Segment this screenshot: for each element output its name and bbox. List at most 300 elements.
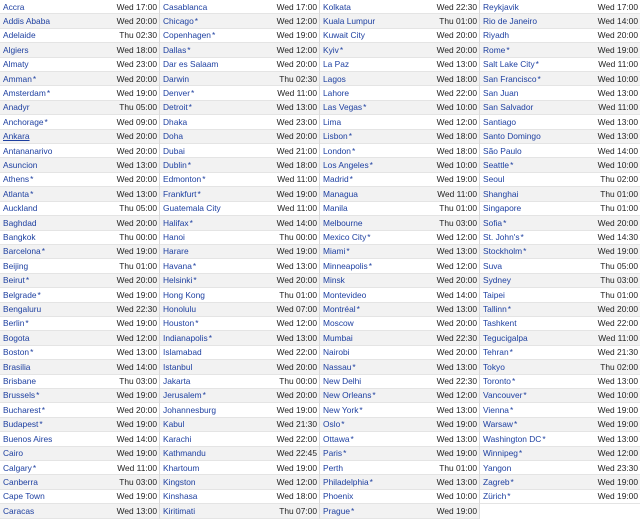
- local-time: Wed 13:00: [116, 347, 157, 358]
- city-link[interactable]: [483, 187, 600, 201]
- city-name: Karachi: [163, 433, 192, 444]
- city-row: [0, 101, 159, 115]
- city-link[interactable]: [3, 360, 117, 374]
- local-time: Wed 12:00: [597, 448, 638, 459]
- city-row: [160, 259, 319, 273]
- city-name: Mexico City: [323, 232, 367, 242]
- city-link[interactable]: [483, 72, 598, 86]
- dst-marker: *: [509, 347, 513, 358]
- city-link[interactable]: [163, 446, 277, 460]
- city-row: [320, 0, 479, 14]
- city-link[interactable]: [483, 259, 600, 273]
- city-link[interactable]: [323, 57, 437, 71]
- city-link[interactable]: [483, 144, 598, 158]
- city-link[interactable]: [323, 288, 437, 302]
- city-link[interactable]: [3, 316, 117, 330]
- city-link[interactable]: [163, 129, 277, 143]
- city-link[interactable]: [323, 489, 437, 503]
- city-link[interactable]: [483, 43, 598, 57]
- city-column-4: [480, 0, 640, 519]
- city-row: [320, 173, 479, 187]
- city-link[interactable]: [3, 129, 117, 143]
- dst-marker: *: [193, 275, 197, 286]
- city-name: Kuala Lumpur: [323, 15, 376, 26]
- city-link[interactable]: [483, 489, 598, 503]
- dst-marker: *: [351, 505, 355, 516]
- local-time: Wed 22:30: [436, 332, 477, 343]
- city-link[interactable]: [3, 187, 117, 201]
- city-row: [160, 317, 319, 331]
- dst-marker: *: [32, 462, 37, 473]
- city-link[interactable]: [163, 28, 277, 42]
- city-row: [320, 29, 479, 43]
- city-link[interactable]: [3, 461, 117, 475]
- local-time: Wed 20:00: [597, 217, 638, 228]
- city-row: [480, 43, 640, 57]
- city-link[interactable]: [483, 302, 598, 316]
- city-link[interactable]: [323, 475, 437, 489]
- city-row: [160, 475, 319, 489]
- city-name: Kathmandu: [163, 448, 206, 459]
- city-row: [160, 216, 319, 230]
- city-link[interactable]: [323, 230, 437, 244]
- city-link[interactable]: [323, 345, 437, 359]
- city-link[interactable]: [483, 158, 598, 172]
- city-link[interactable]: [163, 345, 277, 359]
- city-link[interactable]: [323, 172, 437, 186]
- local-time: Wed 19:00: [276, 404, 317, 415]
- city-name: Nairobi: [323, 347, 350, 358]
- dst-marker: *: [349, 174, 353, 185]
- city-name: Dubai: [163, 145, 185, 156]
- city-link[interactable]: [163, 331, 277, 345]
- local-time: Thu 02:00: [600, 361, 638, 372]
- local-time: Wed 18:00: [116, 44, 157, 55]
- city-link[interactable]: [3, 230, 119, 244]
- city-name: Nassau: [323, 361, 352, 372]
- city-link[interactable]: [3, 489, 117, 503]
- city-link[interactable]: [323, 216, 439, 230]
- city-link[interactable]: [483, 374, 598, 388]
- city-link[interactable]: [483, 216, 598, 230]
- city-row: [0, 360, 159, 374]
- city-link[interactable]: [3, 259, 119, 273]
- city-link[interactable]: [323, 43, 437, 57]
- city-link[interactable]: [163, 504, 279, 518]
- city-row: [160, 58, 319, 72]
- city-name: Atlanta: [3, 188, 30, 199]
- city-name: Budapest: [3, 419, 39, 430]
- city-link[interactable]: [163, 388, 277, 402]
- city-name: Ankara: [3, 131, 30, 142]
- city-link[interactable]: [3, 86, 117, 100]
- city-link[interactable]: [323, 144, 437, 158]
- city-link[interactable]: [323, 432, 437, 446]
- city-link[interactable]: [323, 129, 437, 143]
- city-row: [160, 14, 319, 28]
- city-name: Montevideo: [323, 289, 367, 300]
- city-link[interactable]: [323, 158, 437, 172]
- city-link[interactable]: [323, 360, 437, 374]
- city-link[interactable]: [163, 302, 277, 316]
- city-link[interactable]: [3, 72, 117, 86]
- city-name: Johannesburg: [163, 404, 217, 415]
- city-name: Houston: [163, 318, 195, 329]
- city-link[interactable]: [323, 388, 437, 402]
- city-name: Las Vegas: [323, 102, 363, 113]
- city-link[interactable]: [323, 446, 437, 460]
- city-link[interactable]: [323, 331, 437, 345]
- dst-marker: *: [32, 73, 37, 84]
- dst-marker: *: [44, 116, 48, 127]
- city-row: [480, 403, 640, 417]
- city-link[interactable]: [3, 288, 117, 302]
- local-time: Wed 23:00: [116, 59, 157, 70]
- local-time: Wed 13:00: [597, 131, 638, 142]
- local-time: Thu 01:00: [439, 462, 477, 473]
- city-name: São Paulo: [483, 145, 522, 156]
- city-link[interactable]: [163, 316, 277, 330]
- city-link[interactable]: [323, 86, 437, 100]
- local-time: Thu 02:30: [119, 30, 157, 41]
- city-link[interactable]: [323, 28, 437, 42]
- city-link[interactable]: [3, 504, 117, 518]
- local-time: Wed 13:00: [276, 332, 317, 343]
- city-name: Bengaluru: [3, 304, 42, 315]
- city-link[interactable]: [3, 302, 117, 316]
- city-row: [480, 418, 640, 432]
- city-row: [160, 72, 319, 86]
- city-row: [0, 346, 159, 360]
- city-row: [0, 202, 159, 216]
- city-link[interactable]: [483, 28, 598, 42]
- city-link[interactable]: [163, 259, 277, 273]
- city-name: Indianapolis: [163, 332, 208, 343]
- city-row: [0, 72, 159, 86]
- city-link[interactable]: [3, 244, 117, 258]
- city-link[interactable]: [483, 388, 598, 402]
- city-name: Amman: [3, 73, 32, 84]
- city-link[interactable]: [163, 100, 277, 114]
- city-link[interactable]: [483, 172, 600, 186]
- city-link[interactable]: [483, 288, 600, 302]
- dst-marker: *: [188, 102, 192, 113]
- city-link[interactable]: [163, 144, 277, 158]
- local-time: Wed 12:00: [276, 476, 317, 487]
- city-name: Yangon: [483, 462, 512, 473]
- local-time: Wed 10:00: [597, 73, 638, 84]
- city-link[interactable]: [323, 504, 437, 518]
- local-time: Wed 13:00: [436, 361, 477, 372]
- city-link[interactable]: [323, 201, 439, 215]
- dst-marker: *: [507, 491, 511, 502]
- city-link[interactable]: [163, 201, 277, 215]
- city-row: [0, 86, 159, 100]
- city-row: [0, 58, 159, 72]
- city-link[interactable]: [163, 0, 277, 14]
- city-link[interactable]: [163, 432, 277, 446]
- city-link[interactable]: [323, 72, 437, 86]
- city-link[interactable]: [3, 43, 117, 57]
- city-name: Auckland: [3, 203, 38, 214]
- city-link[interactable]: [323, 187, 437, 201]
- city-link[interactable]: [3, 172, 117, 186]
- city-link[interactable]: [163, 273, 277, 287]
- city-link[interactable]: [323, 244, 437, 258]
- city-link[interactable]: [163, 475, 277, 489]
- city-row: [160, 0, 319, 14]
- city-link[interactable]: [163, 489, 277, 503]
- city-name: Sydney: [483, 275, 511, 286]
- dst-marker: *: [506, 44, 510, 55]
- city-link[interactable]: [483, 86, 598, 100]
- city-link[interactable]: [3, 57, 117, 71]
- city-link[interactable]: [323, 374, 437, 388]
- city-name: Doha: [163, 131, 184, 142]
- city-link[interactable]: [323, 461, 439, 475]
- city-link[interactable]: [483, 201, 600, 215]
- city-link[interactable]: [483, 14, 598, 28]
- city-link[interactable]: [163, 72, 279, 86]
- local-time: Wed 22:30: [436, 1, 477, 12]
- city-link[interactable]: [323, 100, 437, 114]
- city-link[interactable]: [483, 0, 598, 14]
- local-time: Wed 22:00: [276, 347, 317, 358]
- city-link[interactable]: [163, 461, 277, 475]
- dst-marker: *: [195, 318, 199, 329]
- city-link[interactable]: [3, 446, 117, 460]
- city-row: [480, 202, 640, 216]
- city-name: Casablanca: [163, 1, 208, 12]
- city-row: [160, 461, 319, 475]
- city-link[interactable]: [483, 403, 598, 417]
- local-time: Wed 20:00: [436, 30, 477, 41]
- city-link[interactable]: [483, 417, 598, 431]
- city-link[interactable]: [163, 158, 277, 172]
- city-link[interactable]: [163, 172, 277, 186]
- city-link[interactable]: [483, 115, 598, 129]
- city-row: [320, 360, 479, 374]
- city-row: [480, 288, 640, 302]
- city-link[interactable]: [323, 0, 437, 14]
- city-link[interactable]: [323, 316, 437, 330]
- local-time: Wed 14:00: [276, 217, 317, 228]
- city-link[interactable]: [3, 345, 117, 359]
- local-time: Wed 12:00: [116, 332, 157, 343]
- city-row: [160, 245, 319, 259]
- dst-marker: *: [350, 433, 354, 444]
- city-row: [0, 375, 159, 389]
- city-name: Dallas: [163, 44, 187, 55]
- city-link[interactable]: [483, 316, 598, 330]
- local-time: Wed 19:00: [597, 404, 638, 415]
- local-time: Wed 20:00: [116, 404, 157, 415]
- local-time: Wed 10:00: [436, 159, 477, 170]
- city-link[interactable]: [163, 86, 277, 100]
- city-name: Melbourne: [323, 217, 363, 228]
- city-name: Zürich: [483, 491, 507, 502]
- city-link[interactable]: [3, 374, 119, 388]
- city-link[interactable]: [483, 475, 598, 489]
- city-row: [160, 86, 319, 100]
- city-name: Bangkok: [3, 232, 36, 242]
- local-time: Wed 13:00: [116, 159, 157, 170]
- city-link[interactable]: [483, 360, 600, 374]
- local-time: Wed 13:00: [116, 505, 157, 516]
- city-link[interactable]: [163, 230, 279, 244]
- city-link[interactable]: [483, 100, 598, 114]
- city-link[interactable]: [483, 432, 598, 446]
- city-link[interactable]: [3, 216, 117, 230]
- city-name: San Salvador: [483, 102, 534, 113]
- city-link[interactable]: [163, 43, 277, 57]
- city-name: Bogota: [3, 332, 30, 343]
- dst-marker: *: [348, 131, 352, 142]
- dst-marker: *: [535, 59, 539, 70]
- city-row: [480, 158, 640, 172]
- local-time: Wed 12:00: [436, 232, 477, 242]
- local-time: Wed 20:00: [116, 145, 157, 156]
- city-row: [320, 101, 479, 115]
- city-link[interactable]: [3, 158, 117, 172]
- local-time: Wed 19:00: [116, 87, 157, 98]
- local-time: Wed 22:00: [436, 87, 477, 98]
- city-row: [160, 130, 319, 144]
- city-link[interactable]: [3, 201, 119, 215]
- city-link[interactable]: [3, 100, 119, 114]
- city-link[interactable]: [323, 302, 437, 316]
- city-row: [160, 389, 319, 403]
- city-link[interactable]: [3, 475, 119, 489]
- dst-marker: *: [46, 87, 51, 98]
- city-link[interactable]: [483, 345, 598, 359]
- local-time: Wed 19:00: [436, 505, 477, 516]
- city-name: Kabul: [163, 419, 185, 430]
- dst-marker: *: [187, 159, 192, 170]
- city-link[interactable]: [163, 374, 279, 388]
- city-name: Hanoi: [163, 232, 185, 242]
- city-link[interactable]: [163, 288, 279, 302]
- city-name: Santiago: [483, 116, 517, 127]
- city-link[interactable]: [3, 331, 117, 345]
- city-link[interactable]: [323, 14, 439, 28]
- city-link[interactable]: [163, 115, 277, 129]
- city-link[interactable]: [163, 14, 277, 28]
- local-time: Wed 12:00: [276, 15, 317, 26]
- city-link[interactable]: [3, 14, 117, 28]
- city-link[interactable]: [323, 259, 437, 273]
- local-time: Thu 05:00: [119, 203, 157, 214]
- city-name: Kyiv: [323, 44, 339, 55]
- local-time: Wed 19:00: [597, 476, 638, 487]
- city-row: [160, 274, 319, 288]
- city-name: La Paz: [323, 59, 350, 70]
- city-link[interactable]: [163, 417, 277, 431]
- city-row: [480, 461, 640, 475]
- dst-marker: *: [30, 347, 34, 358]
- local-time: Wed 14:00: [597, 15, 638, 26]
- city-name: New Delhi: [323, 376, 362, 387]
- local-time: Wed 19:00: [116, 448, 157, 459]
- city-link[interactable]: [163, 403, 277, 417]
- city-row: [320, 202, 479, 216]
- city-name: Jerusalem: [163, 390, 202, 401]
- city-link[interactable]: [323, 403, 437, 417]
- city-link[interactable]: [483, 230, 598, 244]
- city-link[interactable]: [483, 331, 598, 345]
- city-link[interactable]: [483, 461, 598, 475]
- city-name: Phoenix: [323, 491, 354, 502]
- city-link[interactable]: [3, 388, 117, 402]
- local-time: Wed 13:00: [436, 433, 477, 444]
- city-row: [160, 331, 319, 345]
- city-name: New Orleans: [323, 390, 372, 401]
- city-name: Baghdad: [3, 217, 37, 228]
- city-link[interactable]: [483, 244, 598, 258]
- city-link[interactable]: [163, 244, 277, 258]
- local-time: Wed 09:00: [116, 116, 157, 127]
- city-name: Sofia: [483, 217, 503, 228]
- city-link[interactable]: [483, 446, 598, 460]
- local-time: Wed 12:00: [276, 318, 317, 329]
- city-link[interactable]: [323, 417, 437, 431]
- local-time: Wed 22:30: [436, 376, 477, 387]
- city-link[interactable]: [323, 273, 437, 287]
- city-link[interactable]: [323, 115, 437, 129]
- city-link[interactable]: [3, 144, 117, 158]
- city-name: Minsk: [323, 275, 345, 286]
- city-row: [160, 187, 319, 201]
- city-link[interactable]: [163, 216, 277, 230]
- city-row: [160, 202, 319, 216]
- city-link[interactable]: [3, 0, 117, 14]
- city-row: [320, 259, 479, 273]
- city-link[interactable]: [163, 360, 277, 374]
- city-row: [480, 346, 640, 360]
- city-row: [0, 389, 159, 403]
- city-link[interactable]: [163, 57, 277, 71]
- city-row: [480, 58, 640, 72]
- dst-marker: *: [509, 404, 514, 415]
- city-link[interactable]: [3, 273, 117, 287]
- city-row: [0, 447, 159, 461]
- city-link[interactable]: [3, 417, 117, 431]
- city-name: Amsterdam: [3, 87, 46, 98]
- city-row: [480, 490, 640, 504]
- city-link[interactable]: [3, 432, 117, 446]
- city-link[interactable]: [483, 57, 598, 71]
- city-row: [0, 288, 159, 302]
- dst-marker: *: [202, 174, 206, 185]
- city-row: [480, 14, 640, 28]
- local-time: Wed 11:00: [598, 102, 638, 113]
- local-time: Wed 21:00: [276, 145, 317, 156]
- city-link[interactable]: [483, 273, 600, 287]
- local-time: Wed 12:00: [436, 260, 477, 271]
- city-row: [0, 490, 159, 504]
- city-name: Shanghai: [483, 188, 519, 199]
- city-link[interactable]: [3, 28, 119, 42]
- city-row: [480, 447, 640, 461]
- city-link[interactable]: [3, 403, 117, 417]
- city-link[interactable]: [163, 187, 277, 201]
- city-name: Athens: [3, 174, 30, 185]
- city-name: Mumbai: [323, 332, 353, 343]
- city-link[interactable]: [3, 115, 117, 129]
- city-row: [320, 274, 479, 288]
- city-row: [320, 346, 479, 360]
- city-link[interactable]: [483, 129, 598, 143]
